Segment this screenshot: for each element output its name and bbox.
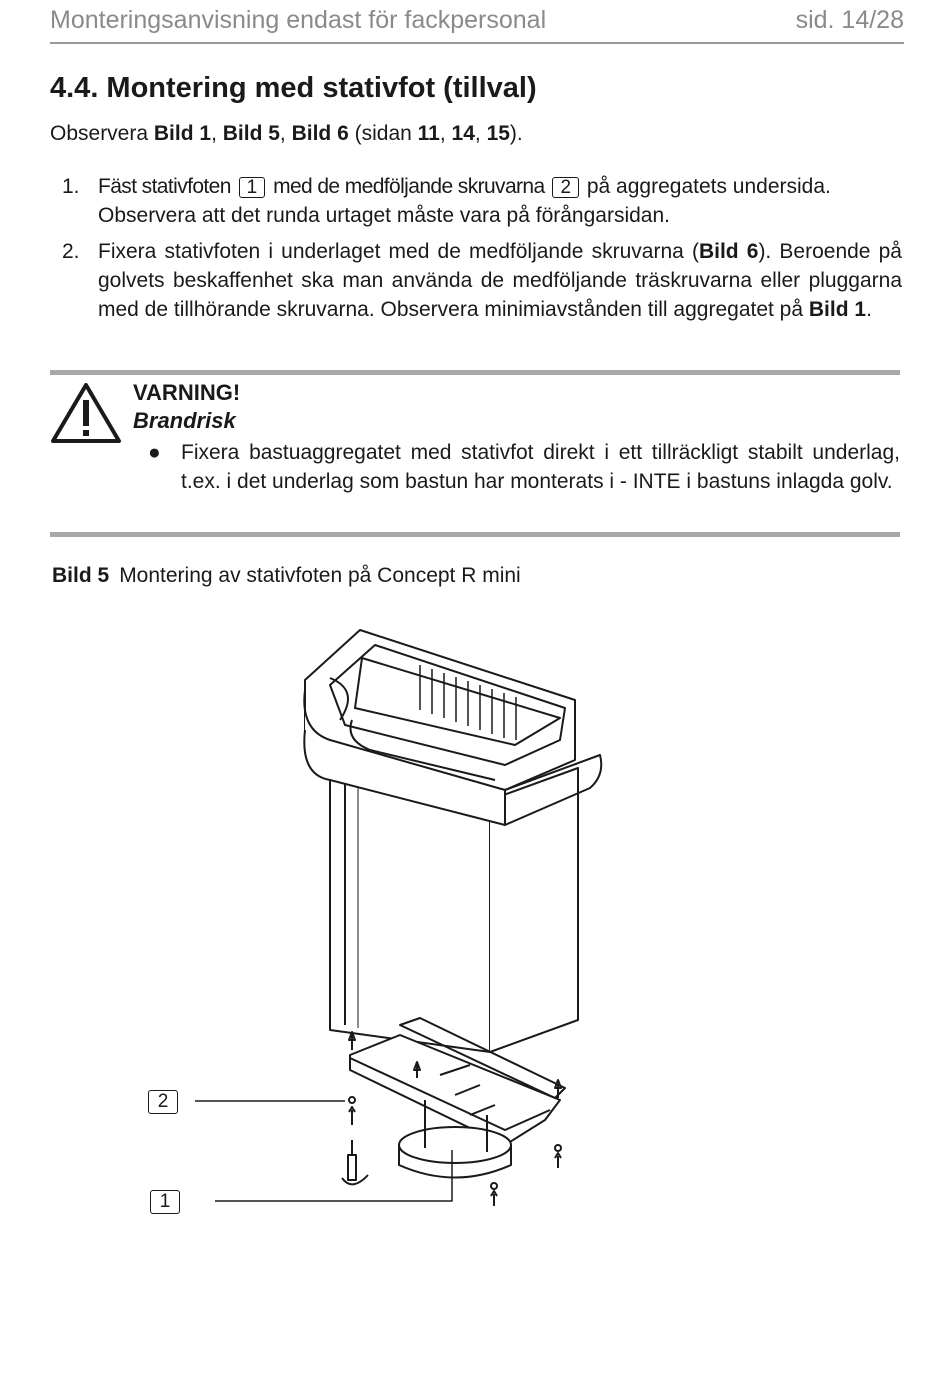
step-list <box>62 172 902 331</box>
page-header <box>50 4 904 44</box>
ref-bild-6: Bild 6 <box>291 122 349 145</box>
ref-bild-5: Bild 5 <box>222 122 280 145</box>
section-title: 4.4. Montering med stativfot (tillval) <box>50 72 537 104</box>
warning-subtitle: Brandrisk <box>133 408 236 433</box>
observe-references: Observera Bild 1, Bild 5, Bild 6 (sidan 11, 14, 15). <box>50 122 523 145</box>
ref-bild-1: Bild 1 <box>153 122 212 145</box>
header-title: Monteringsanvisning endast för fackpersonal <box>50 6 547 34</box>
warning-top-rule <box>50 370 900 375</box>
warning-bullet: ● Fixera bastuaggregatet med stativfot direkt i ett tillräckligt stabilt underlag, t.ex. i det underlag som bastun har monterats i - INTE i bastuns inlagda golv. <box>148 441 900 493</box>
warning-bottom-rule <box>50 532 900 537</box>
callout-box-1: 1 <box>239 177 266 198</box>
step-1: 1. Fäst stativfoten 1 med de medföljande skruvarna 2 på aggregatets undersida. Observera att det runda urtaget måste vara på förångarsidan. <box>62 175 831 227</box>
page-number: sid. 14/28 <box>795 6 904 34</box>
figure-caption: Bild 5 Montering av stativfoten på Concept R mini <box>52 564 521 587</box>
warning-title: VARNING! <box>133 380 241 405</box>
callout-box-2: 2 <box>552 177 579 198</box>
callout-2: 2 <box>148 1090 178 1114</box>
heater-stand-illustration <box>0 600 950 1260</box>
callout-1: 1 <box>150 1190 180 1214</box>
warning-triangle-icon <box>50 382 122 444</box>
step-2: 2. Fixera stativfoten i underlaget med de medföljande skruvarna (Bild 6). Berоende på golvets beskaffenhet ska man använda de medföljande träskruvarna eller pluggarna med de tillhörande skruvarna. Observera minimiavstånden till aggregatet på Bild 1. <box>62 240 902 321</box>
